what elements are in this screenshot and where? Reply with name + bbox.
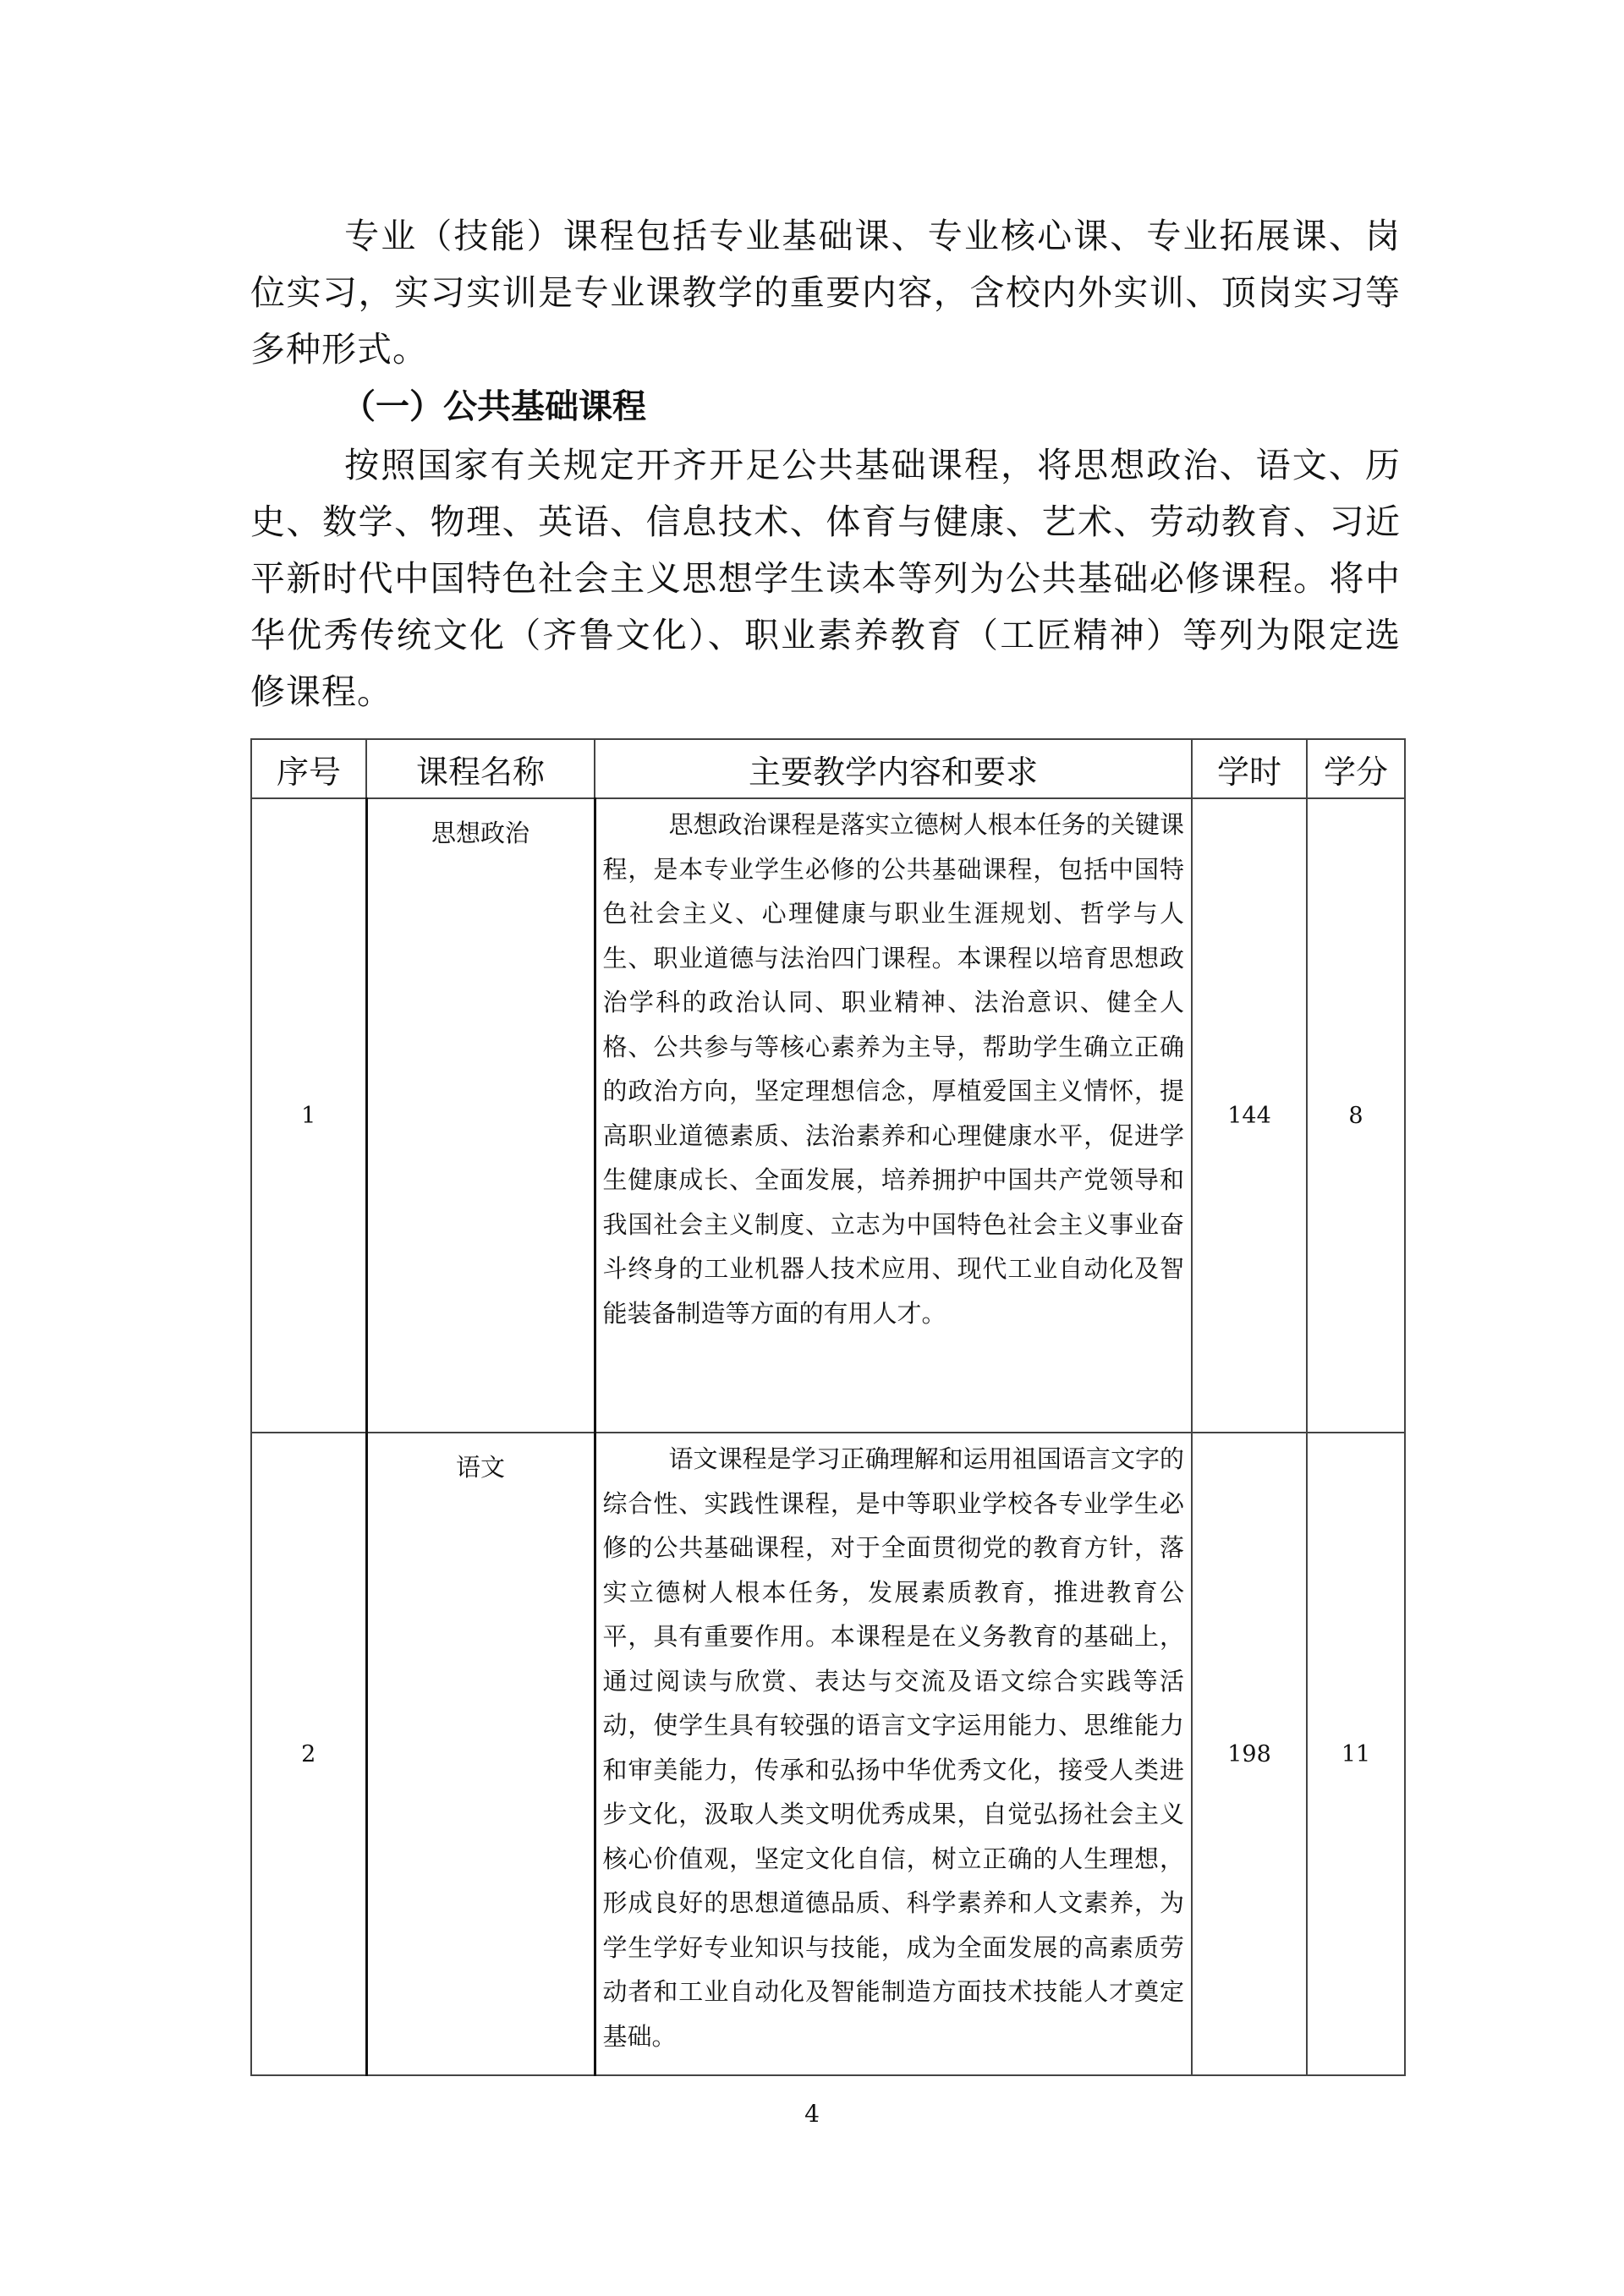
header-index: 序号 [251, 739, 366, 798]
row-index: 2 [251, 1433, 366, 2075]
row-index: 1 [251, 798, 366, 1433]
row-content-text: 思想政治课程是落实立德树人根本任务的关键课程，是本专业学生必修的公共基础课程，包括中国特色社会主义、心理健康与职业生涯规划、哲学与人生、职业道德与法治四门课程。本课程以培育思想政治学科的政治认同、职业精神、法治意识、健全人格、公共参与等核心素养为主导，帮助学生确立正确的政治方向，坚定理想信念，厚植爱国主义情怀，提高职业道德素质、法治素养和心理健康水平，促进学生健康成长、全面发展，培养拥护中国共产党领导和我国社会主义制度、立志为中国特色社会主义事业奋斗终身的工业机器人技术应用、现代工业自动化及智能装备制造等方面的有用人才。 [602, 810, 1184, 1328]
public-courses-paragraph-text: 按照国家有关规定开齐开足公共基础课程，将思想政治、语文、历史、数学、物理、英语、信息技术、体育与健康、艺术、劳动教育、习近平新时代中国特色社会主义思想学生读本等列为公共基础必修课程。将中华优秀传统文化（齐鲁文化）、职业素养教育（工匠精神）等列为限定选修课程。 [250, 445, 1401, 712]
row-content [595, 798, 1192, 1433]
row-credits: 8 [1307, 798, 1405, 1433]
intro-paragraph-text: 专业（技能）课程包括专业基础课、专业核心课、专业拓展课、岗位实习，实习实训是专业课教学的重要内容，含校内外实训、顶岗实习等多种形式。 [250, 216, 1401, 370]
row-course-name: 语文 [366, 1433, 595, 2075]
table-row [251, 798, 1405, 1433]
header-content: 主要教学内容和要求 [595, 739, 1192, 798]
section-heading: （一）公共基础课程 [342, 387, 646, 426]
table-header-row [251, 739, 1405, 798]
header-hours: 学时 [1192, 739, 1307, 798]
course-table [250, 738, 1406, 2076]
intro-paragraph [250, 208, 1401, 378]
row-credits: 11 [1307, 1433, 1405, 2075]
header-credits: 学分 [1307, 739, 1405, 798]
row-hours: 198 [1192, 1433, 1307, 2075]
row-course-name: 思想政治 [366, 798, 595, 1433]
row-content [595, 1433, 1192, 2075]
table-row [251, 1433, 1405, 2075]
header-course-name: 课程名称 [366, 739, 595, 798]
page-number: 4 [804, 2100, 820, 2128]
row-hours: 144 [1192, 798, 1307, 1433]
row-content-text: 语文课程是学习正确理解和运用祖国语言文字的综合性、实践性课程，是中等职业学校各专业学生必修的公共基础课程，对于全面贯彻党的教育方针，落实立德树人根本任务，发展素质教育，推进教育公平，具有重要作用。本课程是在义务教育的基础上，通过阅读与欣赏、表达与交流及语文综合实践等活动，使学生具有较强的语言文字运用能力、思维能力和审美能力，传承和弘扬中华优秀文化，接受人类进步文化，汲取人类文明优秀成果，自觉弘扬社会主义核心价值观，坚定文化自信，树立正确的人生理想，形成良好的思想道德品质、科学素养和人文素养，为学生学好专业知识与技能，成为全面发展的高素质劳动者和工业自动化及智能制造方面技术技能人才奠定基础。 [602, 1444, 1184, 2051]
public-courses-paragraph [250, 437, 1401, 721]
